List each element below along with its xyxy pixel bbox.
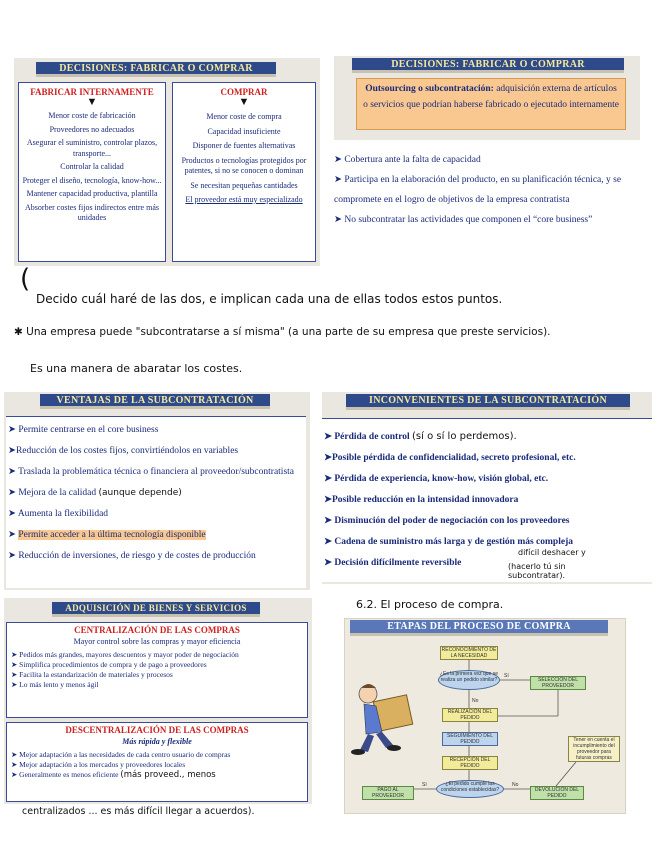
inconveniente-item: ➤Posible reducción en la intensidad innovadora: [324, 495, 519, 505]
flow-seleccion-proveedor: SELECCIÓN DEL PROVEEDOR: [530, 676, 586, 690]
fabricar-item: Proteger el diseño, tecnología, know-how...: [22, 175, 162, 185]
flow-recepcion-pedido: RECEPCIÓN DEL PEDIDO: [442, 756, 498, 770]
fabricar-internamente-title: FABRICAR INTERNAMENTE: [30, 87, 154, 97]
inconveniente-item: ➤ Disminución del poder de negociación con los proveedores: [324, 516, 570, 526]
fabricar-item: Mantener capacidad productiva, plantilla: [26, 189, 158, 198]
note-line-1: Decido cuál haré de las dos, e implican cada una de ellas todos estos puntos.: [36, 292, 503, 306]
down-arrow-icon: ▼: [238, 96, 250, 108]
slide2-bullet: ➤ Cobertura ante la falta de capacidad: [334, 155, 481, 165]
ventaja-item: ➤Reducción de los costes fijos, convirtiéndolos en variables: [8, 446, 239, 456]
descentralizacion-box: [6, 722, 308, 802]
comprar-item: El proveedor está muy especializado: [185, 195, 303, 204]
centralizacion-item: ➤ Pedidos más grandes, mayores descuentos y mayor poder de negociación: [11, 649, 239, 659]
flow-arrows: [344, 618, 626, 814]
comprar-box: [172, 82, 316, 262]
inconveniente-item: ➤ Pérdida de experiencia, know-how, visión global, etc.: [324, 474, 549, 484]
ventaja-item: ➤ Permite acceder a la última tecnología disponible: [8, 530, 206, 540]
flow-label-no: No: [472, 698, 479, 704]
flow-realizacion-pedido: REALIZACIÓN DEL PEDIDO: [442, 708, 498, 722]
fabricar-item: Menor coste de fabricación: [48, 111, 136, 120]
inconveniente-item: ➤Posible pérdida de confidencialidad, secreto profesional, etc.: [324, 453, 576, 463]
ventaja-item: ➤ Traslada la problemática técnica o financiera al proveedor/subcontratista: [8, 467, 294, 477]
centralizacion-title: CENTRALIZACIÓN DE LAS COMPRAS: [74, 625, 240, 635]
centralizacion-item: ➤ Facilita la estandarización de materiales y procesos: [11, 669, 173, 679]
fabricar-item: Absorber costes fijos indirectos entre más unidades: [25, 202, 159, 222]
descentralizacion-item: ➤ Mejor adaptación a las necesidades de cada centro usuario de compras: [11, 749, 231, 759]
ventajas-list: [8, 420, 308, 567]
note-centralizados: centralizados ... es más difícil llegar a acuerdos).: [22, 806, 255, 817]
flow-label-si: Sí: [422, 782, 427, 788]
descentralizacion-item: ➤ Mejor adaptación a los mercados y proveedores locales: [11, 759, 186, 769]
flow-primera-vez: ¿Es la primera vez que se realiza un pedido similar?: [438, 670, 500, 690]
flow-cumple-condiciones: ¿El pedido cumple las condiciones establecidas?: [436, 780, 504, 798]
definition-text: adquisición externa de artículos o servicios que podrían haberse fabricado o ejecutado internamente: [363, 84, 619, 110]
ventaja-item: ➤ Reducción de inversiones, de riesgo y de costes de producción: [8, 551, 256, 561]
fabricar-item: Asegurar el suministro, controlar plazos, transporte...: [26, 138, 158, 158]
comprar-item: Se necesitan pequeñas cantidades: [190, 180, 298, 190]
flow-label-no: No: [512, 782, 519, 788]
inconveniente-item: ➤ Cadena de suministro más larga y de gestión más compleja: [324, 537, 573, 547]
inconvenientes-list: [324, 426, 654, 574]
flow-devolucion-pedido: DEVOLUCIÓN DEL PEDIDO: [530, 786, 584, 800]
fabricar-internamente-box: [18, 82, 166, 262]
note-calidad: (aunque depende): [98, 488, 182, 498]
descentralizacion-title: DESCENTRALIZACIÓN DE LAS COMPRAS: [65, 725, 249, 735]
definition-term: Outsourcing o subcontratación:: [365, 84, 494, 94]
flow-label-si: Sí: [504, 673, 509, 679]
inconveniente-item: ➤ Pérdida de control (sí o sí lo perdemos).: [324, 431, 517, 442]
comprar-item: Disponer de fuentes alternativas: [192, 141, 296, 150]
slide2-bullet: ➤ No subcontratar las actividades que componen el “core business”: [334, 215, 593, 225]
centralizacion-item: ➤ Lo más lento y menos ágil: [11, 679, 99, 689]
descentralizacion-subtitle: Más rápida y flexible: [122, 737, 192, 746]
note-reversible: (hacerlo tú sin subcontratar).: [508, 562, 566, 580]
slide6-banner: ETAPAS DEL PROCESO DE COMPRA: [350, 620, 608, 636]
flow-nota-incumplimiento: Tener en cuenta el incumplimiento del proveedor para futuras compras: [568, 736, 620, 762]
centralizacion-subtitle: Mayor control sobre las compras y mayor eficiencia: [73, 637, 241, 646]
slide4-banner: INCONVENIENTES DE LA SUBCONTRATACIÓN: [346, 394, 630, 410]
note-eficiente: (más proveed., menos: [120, 769, 216, 780]
flow-pago-proveedor: PAGO AL PROVEEDOR: [362, 786, 414, 800]
comprar-item: Productos o tecnologías protegidos por patentes, si no se conocen o dominan: [181, 155, 307, 175]
outsourcing-definition: [356, 78, 626, 130]
slide2-banner: DECISIONES: FABRICAR O COMPRAR: [352, 58, 624, 73]
note-control: (sí o sí lo perdemos).: [412, 431, 517, 442]
ventaja-item: ➤ Aumenta la flexibilidad: [8, 509, 109, 519]
note-bracket: (: [20, 264, 31, 294]
centralizacion-box: [6, 622, 308, 718]
comprar-item: Menor coste de compra: [206, 112, 282, 121]
slide2-bullets: [334, 150, 644, 230]
slide3-banner: VENTAJAS DE LA SUBCONTRATACIÓN: [40, 394, 270, 409]
descentralizacion-item: ➤ Generalmente es menos eficiente (más proveed., menos: [11, 769, 216, 780]
slide5-banner: ADQUISICIÓN DE BIENES Y SERVICIOS: [52, 602, 260, 617]
flow-seguimiento-pedido: SEGUIMIENTO DEL PEDIDO: [442, 732, 498, 746]
fabricar-item: Proveedores no adecuados: [49, 124, 135, 134]
comprar-item: Capacidad insuficiente: [207, 126, 281, 136]
flow-reconocimiento: RECONOCIMIENTO DE LA NECESIDAD: [441, 647, 497, 659]
note-reversible-top: difícil deshacer y: [518, 548, 586, 557]
centralizacion-item: ➤ Simplifica procedimientos de compra y de pago a proveedores: [11, 659, 207, 669]
inconveniente-item: ➤ Decisión difícilmente reversible: [324, 558, 462, 568]
slide2-bullet: ➤ Participa en la elaboración del producto, en su planificación técnica, y se compromete en el logro de objetivos de la empresa contratista: [334, 175, 622, 205]
slide1-banner: DECISIONES: FABRICAR O COMPRAR: [36, 62, 276, 77]
ventaja-item: ➤ Permite centrarse en el core business: [8, 425, 159, 435]
fabricar-item: Controlar la calidad: [60, 162, 124, 171]
note-line-3: Es una manera de abaratar los costes.: [30, 362, 243, 375]
down-arrow-icon: ▼: [86, 96, 98, 108]
comprar-title: COMPRAR: [220, 87, 268, 97]
section-heading-proceso-compra: 6.2. El proceso de compra.: [356, 598, 504, 611]
ventaja-item: ➤ Mejora de la calidad (aunque depende): [8, 488, 182, 498]
note-line-2: ✱ Una empresa puede "subcontratarse a sí misma" (a una parte de su empresa que preste servicios).: [14, 326, 551, 338]
